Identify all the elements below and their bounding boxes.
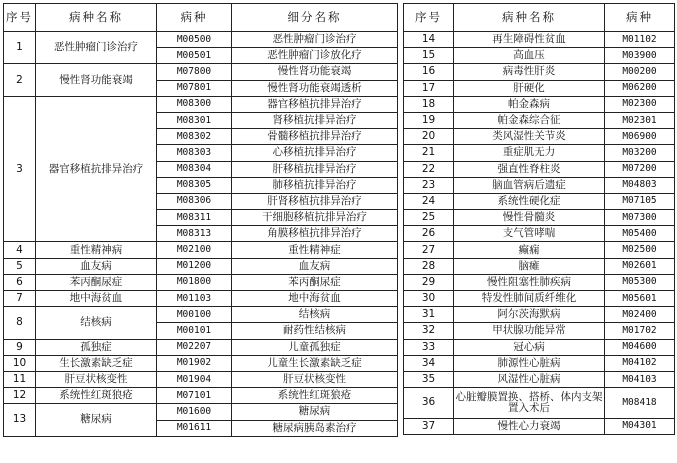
- row-seq: 33: [404, 339, 454, 355]
- row-disease-name: 恶性肿瘤门诊治疗: [36, 32, 157, 64]
- row-disease-name: 脑血管病后遗症: [454, 177, 605, 193]
- right-table-body: [404, 32, 675, 435]
- row-disease-name: 系统性红斑狼疮: [36, 388, 157, 404]
- table-row: [404, 64, 675, 80]
- row-disease-code: M00501: [157, 48, 232, 64]
- row-disease-code: M04803: [605, 177, 675, 193]
- row-seq: 1: [4, 32, 36, 64]
- row-disease-code: M00500: [157, 32, 232, 48]
- left-table-body: [4, 32, 398, 437]
- row-seq: 13: [4, 404, 36, 436]
- row-seq: 34: [404, 355, 454, 371]
- row-disease-code: M04102: [605, 355, 675, 371]
- row-disease-code: M08302: [157, 129, 232, 145]
- row-seq: 31: [404, 307, 454, 323]
- row-disease-code: M00200: [605, 64, 675, 80]
- row-disease-code: M02207: [157, 339, 232, 355]
- row-seq: 16: [404, 64, 454, 80]
- table-row: [404, 323, 675, 339]
- row-disease-name: 冠心病: [454, 339, 605, 355]
- row-seq: 7: [4, 291, 36, 307]
- row-disease-code: M06900: [605, 129, 675, 145]
- row-disease-name: 心脏瓣膜置换、搭桥、体内支架置入术后: [454, 388, 605, 419]
- row-sub-name: 慢性肾功能衰竭透析: [232, 80, 398, 96]
- row-disease-code: M07801: [157, 80, 232, 96]
- row-disease-name: 苯丙酮尿症: [36, 274, 157, 290]
- right-header-row: [404, 4, 675, 32]
- row-disease-name: 慢性阻塞性肺疾病: [454, 274, 605, 290]
- row-seq: 2: [4, 64, 36, 96]
- row-disease-name: 帕金森综合征: [454, 112, 605, 128]
- table-row: [4, 242, 398, 258]
- row-disease-name: 风湿性心脏病: [454, 371, 605, 387]
- row-disease-code: M05300: [605, 274, 675, 290]
- row-seq: 6: [4, 274, 36, 290]
- row-sub-name: 慢性肾功能衰竭: [232, 64, 398, 80]
- table-row: [404, 112, 675, 128]
- table-row: [4, 274, 398, 290]
- row-disease-name: 糖尿病: [36, 404, 157, 436]
- row-seq: 26: [404, 226, 454, 242]
- header-disease: 病种: [605, 4, 675, 32]
- row-disease-name: 慢性骨髓炎: [454, 210, 605, 226]
- row-disease-name: 重症肌无力: [454, 145, 605, 161]
- table-row: [404, 48, 675, 64]
- row-disease-code: M02601: [605, 258, 675, 274]
- row-sub-name: 角膜移植抗排异治疗: [232, 226, 398, 242]
- row-disease-code: M01102: [605, 32, 675, 48]
- row-disease-name: 类风湿性关节炎: [454, 129, 605, 145]
- row-seq: 10: [4, 355, 36, 371]
- row-seq: 25: [404, 210, 454, 226]
- row-sub-name: 糖尿病胰岛素治疗: [232, 420, 398, 436]
- row-disease-code: M01600: [157, 404, 232, 420]
- row-disease-name: 肝硬化: [454, 80, 605, 96]
- row-seq: 23: [404, 177, 454, 193]
- row-disease-code: M01902: [157, 355, 232, 371]
- row-seq: 37: [404, 418, 454, 434]
- row-disease-code: M08303: [157, 145, 232, 161]
- row-seq: 22: [404, 161, 454, 177]
- row-seq: 14: [404, 32, 454, 48]
- table-row: [4, 404, 398, 420]
- table-row: [404, 291, 675, 307]
- row-sub-name: 器官移植抗排异治疗: [232, 96, 398, 112]
- table-row: [404, 32, 675, 48]
- row-disease-code: M01800: [157, 274, 232, 290]
- row-disease-name: 生长激素缺乏症: [36, 355, 157, 371]
- row-disease-code: M08306: [157, 193, 232, 209]
- row-disease-code: M00101: [157, 323, 232, 339]
- table-row: [404, 274, 675, 290]
- row-sub-name: 血友病: [232, 258, 398, 274]
- row-disease-name: 甲状腺功能异常: [454, 323, 605, 339]
- row-sub-name: 系统性红斑狼疮: [232, 388, 398, 404]
- header-disease-name: 病种名称: [36, 4, 157, 32]
- row-disease-name: 血友病: [36, 258, 157, 274]
- row-disease-code: M04301: [605, 418, 675, 434]
- table-row: [4, 339, 398, 355]
- row-sub-name: 耐药性结核病: [232, 323, 398, 339]
- row-seq: 30: [404, 291, 454, 307]
- row-sub-name: 恶性肿瘤门诊放化疗: [232, 48, 398, 64]
- table-row: [404, 355, 675, 371]
- table-row: [404, 129, 675, 145]
- table-row: [404, 210, 675, 226]
- row-sub-name: 地中海贫血: [232, 291, 398, 307]
- row-disease-code: M01702: [605, 323, 675, 339]
- row-disease-name: 癫痫: [454, 242, 605, 258]
- row-seq: 9: [4, 339, 36, 355]
- header-seq: 序号: [4, 4, 36, 32]
- row-disease-name: 阿尔茨海默病: [454, 307, 605, 323]
- row-seq: 4: [4, 242, 36, 258]
- row-disease-name: 慢性肾功能衰竭: [36, 64, 157, 96]
- row-disease-code: M07101: [157, 388, 232, 404]
- row-disease-code: M08305: [157, 177, 232, 193]
- row-disease-name: 孤独症: [36, 339, 157, 355]
- row-disease-name: 病毒性肝炎: [454, 64, 605, 80]
- row-disease-name: 帕金森病: [454, 96, 605, 112]
- row-disease-code: M07300: [605, 210, 675, 226]
- header-disease-name: 病种名称: [454, 4, 605, 32]
- row-disease-name: 特发性肺间质纤维化: [454, 291, 605, 307]
- row-seq: 19: [404, 112, 454, 128]
- row-sub-name: 心移植抗排异治疗: [232, 145, 398, 161]
- table-row: [404, 418, 675, 434]
- row-disease-code: M05601: [605, 291, 675, 307]
- row-disease-code: M03200: [605, 145, 675, 161]
- row-seq: 15: [404, 48, 454, 64]
- row-disease-code: M04600: [605, 339, 675, 355]
- row-disease-code: M01904: [157, 371, 232, 387]
- table-row: [4, 355, 398, 371]
- row-seq: 29: [404, 274, 454, 290]
- row-disease-code: M02400: [605, 307, 675, 323]
- row-sub-name: 肝豆状核变性: [232, 371, 398, 387]
- row-disease-name: 脑瘫: [454, 258, 605, 274]
- table-row: [404, 80, 675, 96]
- left-header-row: [4, 4, 398, 32]
- row-disease-name: 肺源性心脏病: [454, 355, 605, 371]
- row-seq: 8: [4, 307, 36, 339]
- table-row: [4, 96, 398, 112]
- row-seq: 21: [404, 145, 454, 161]
- row-disease-code: M06200: [605, 80, 675, 96]
- row-disease-name: 再生障碍性贫血: [454, 32, 605, 48]
- row-seq: 36: [404, 388, 454, 419]
- row-disease-code: M01103: [157, 291, 232, 307]
- row-sub-name: 肝移植抗排异治疗: [232, 161, 398, 177]
- row-disease-code: M07200: [605, 161, 675, 177]
- row-disease-code: M07800: [157, 64, 232, 80]
- row-disease-code: M04103: [605, 371, 675, 387]
- row-disease-code: M01200: [157, 258, 232, 274]
- row-seq: 18: [404, 96, 454, 112]
- table-row: [4, 307, 398, 323]
- header-sub-name: 细分名称: [232, 4, 398, 32]
- row-sub-name: 肺移植抗排异治疗: [232, 177, 398, 193]
- row-disease-code: M07105: [605, 193, 675, 209]
- row-disease-name: 地中海贫血: [36, 291, 157, 307]
- table-row: [4, 64, 398, 80]
- row-disease-code: M02301: [605, 112, 675, 128]
- row-sub-name: 重性精神症: [232, 242, 398, 258]
- left-disease-table: [3, 3, 398, 437]
- row-disease-code: M05400: [605, 226, 675, 242]
- row-disease-code: M00100: [157, 307, 232, 323]
- row-sub-name: 结核病: [232, 307, 398, 323]
- row-disease-code: M08311: [157, 210, 232, 226]
- row-disease-name: 重性精神病: [36, 242, 157, 258]
- table-row: [4, 258, 398, 274]
- row-sub-name: 儿童孤独症: [232, 339, 398, 355]
- row-disease-code: M08304: [157, 161, 232, 177]
- row-disease-code: M02500: [605, 242, 675, 258]
- table-row: [4, 32, 398, 48]
- row-sub-name: 苯丙酮尿症: [232, 274, 398, 290]
- row-seq: 17: [404, 80, 454, 96]
- row-sub-name: 恶性肿瘤门诊治疗: [232, 32, 398, 48]
- row-disease-name: 系统性硬化症: [454, 193, 605, 209]
- row-disease-code: M02300: [605, 96, 675, 112]
- row-disease-name: 高血压: [454, 48, 605, 64]
- row-disease-name: 肝豆状核变性: [36, 371, 157, 387]
- row-sub-name: 肾移植抗排异治疗: [232, 112, 398, 128]
- table-row: [4, 291, 398, 307]
- table-row: [404, 177, 675, 193]
- row-seq: 5: [4, 258, 36, 274]
- table-row: [404, 145, 675, 161]
- table-row: [404, 242, 675, 258]
- table-row: [404, 339, 675, 355]
- row-seq: 11: [4, 371, 36, 387]
- row-seq: 27: [404, 242, 454, 258]
- table-row: [4, 371, 398, 387]
- row-disease-code: M02100: [157, 242, 232, 258]
- row-disease-name: 强直性脊柱炎: [454, 161, 605, 177]
- header-disease: 病种: [157, 4, 232, 32]
- table-row: [404, 258, 675, 274]
- row-seq: 24: [404, 193, 454, 209]
- header-seq: 序号: [404, 4, 454, 32]
- row-sub-name: 糖尿病: [232, 404, 398, 420]
- row-seq: 28: [404, 258, 454, 274]
- table-row: [404, 226, 675, 242]
- row-disease-code: M08300: [157, 96, 232, 112]
- row-sub-name: 儿童生长激素缺乏症: [232, 355, 398, 371]
- row-disease-name: 慢性心力衰竭: [454, 418, 605, 434]
- row-seq: 32: [404, 323, 454, 339]
- row-disease-code: M08418: [605, 388, 675, 419]
- table-row: [404, 388, 675, 419]
- row-disease-code: M08313: [157, 226, 232, 242]
- table-row: [404, 96, 675, 112]
- row-seq: 35: [404, 371, 454, 387]
- table-row: [404, 307, 675, 323]
- table-row: [404, 371, 675, 387]
- table-row: [4, 388, 398, 404]
- row-disease-code: M03900: [605, 48, 675, 64]
- table-row: [404, 193, 675, 209]
- row-sub-name: 干细胞移植抗排异治疗: [232, 210, 398, 226]
- table-row: [404, 161, 675, 177]
- row-disease-name: 支气管哮喘: [454, 226, 605, 242]
- row-sub-name: 肝肾移植抗排异治疗: [232, 193, 398, 209]
- row-seq: 3: [4, 96, 36, 242]
- row-seq: 12: [4, 388, 36, 404]
- row-disease-name: 结核病: [36, 307, 157, 339]
- right-disease-table: [403, 3, 675, 435]
- row-disease-name: 器官移植抗排异治疗: [36, 96, 157, 242]
- row-sub-name: 骨髓移植抗排异治疗: [232, 129, 398, 145]
- row-disease-code: M01611: [157, 420, 232, 436]
- row-disease-code: M08301: [157, 112, 232, 128]
- row-seq: 20: [404, 129, 454, 145]
